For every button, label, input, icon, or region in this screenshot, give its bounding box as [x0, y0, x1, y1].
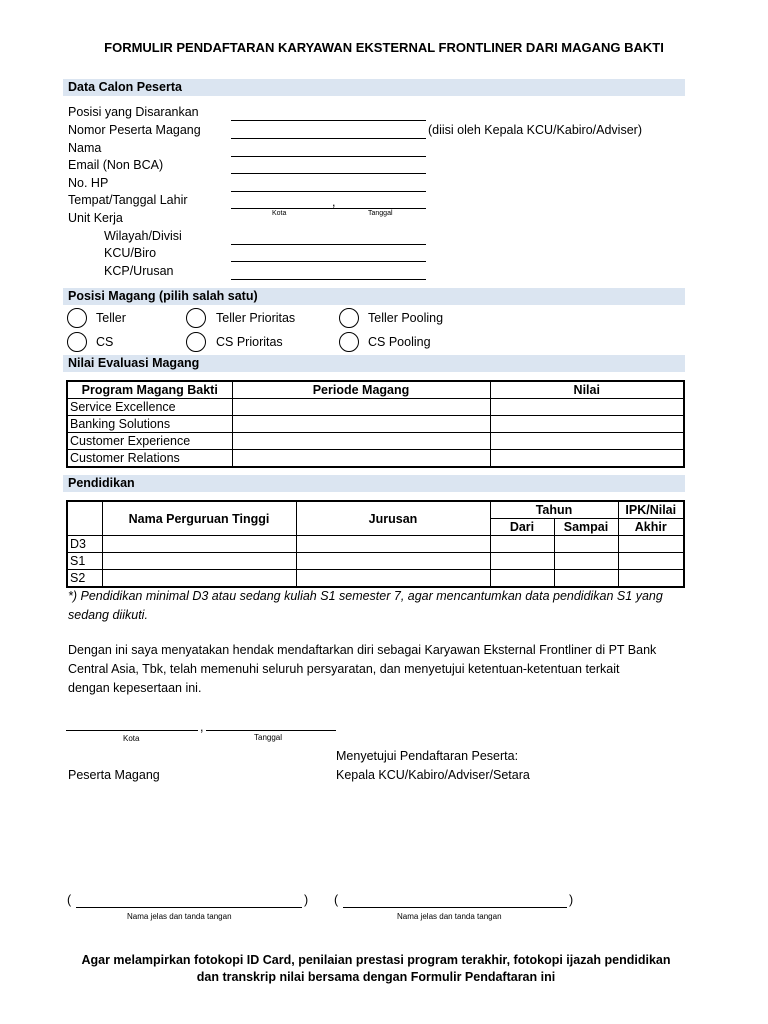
input-email[interactable]	[231, 173, 426, 174]
nilai-cell-nilai[interactable]	[490, 433, 684, 450]
pendidikan-cell[interactable]	[490, 570, 554, 588]
radio-teller-prioritas[interactable]	[186, 308, 206, 328]
pendidikan-cell[interactable]	[296, 553, 490, 570]
participant-sign-line[interactable]	[76, 907, 302, 908]
footer-line-1: Agar melampirkan fotokopi ID Card, penilaian prestasi program terakhir, fotokopi ijazah pendidikan	[81, 953, 671, 967]
table-row	[67, 553, 684, 570]
pendidikan-header-sampai: Sampai	[554, 519, 618, 536]
nilai-header-periode: Periode Magang	[232, 381, 490, 399]
statement-line-2: Central Asia, Tbk, telah memenuhi seluruh persyaratan, dan menyetujui ketentuan-ketentuan terkait	[68, 662, 620, 676]
option-teller: Teller	[96, 311, 126, 325]
participant-open-paren: (	[67, 893, 72, 907]
nomor-note: (diisi oleh Kepala KCU/Kabiro/Adviser)	[428, 123, 642, 137]
sign-caption-tanggal: Tanggal	[254, 733, 283, 742]
table-row	[67, 433, 684, 450]
note-line-2: sedang diikuti.	[68, 608, 148, 622]
nilai-cell-nilai[interactable]	[490, 399, 684, 416]
pendidikan-header-jurusan: Jurusan	[296, 501, 490, 536]
approver-close-paren: )	[569, 893, 574, 907]
statement-line-3: dengan kepesertaan ini.	[68, 681, 202, 695]
radio-teller-pooling[interactable]	[339, 308, 359, 328]
pendidikan-cell[interactable]	[618, 553, 684, 570]
label-posisi: Posisi yang Disarankan	[68, 105, 199, 119]
statement-line-1: Dengan ini saya menyatakan hendak mendaftarkan diri sebagai Karyawan Eksternal Frontliner di PT Bank	[68, 643, 657, 657]
label-wilayah: Wilayah/Divisi	[104, 229, 182, 243]
pendidikan-header-ipk1: IPK/Nilai	[618, 501, 684, 519]
input-wilayah[interactable]	[231, 244, 426, 245]
pendidikan-row-label: S2	[67, 570, 102, 588]
approver-open-paren: (	[334, 893, 339, 907]
pendidikan-table	[66, 500, 685, 588]
input-nama[interactable]	[231, 156, 426, 157]
note-line-1: *) Pendidikan minimal D3 atau sedang kuliah S1 semester 7, agar mencantumkan data pendidikan S1 yang	[68, 589, 663, 603]
pendidikan-header-tahun: Tahun	[490, 501, 618, 519]
label-nomor: Nomor Peserta Magang	[68, 123, 201, 137]
section-pendidikan: Pendidikan	[63, 475, 685, 492]
pendidikan-cell[interactable]	[102, 536, 296, 553]
form-title: FORMULIR PENDAFTARAN KARYAWAN EKSTERNAL FRONTLINER DARI MAGANG BAKTI	[104, 40, 664, 55]
pendidikan-cell[interactable]	[618, 570, 684, 588]
section-nilai: Nilai Evaluasi Magang	[63, 355, 685, 372]
input-nomor[interactable]	[231, 138, 426, 139]
pendidikan-row-label: D3	[67, 536, 102, 553]
caption-tanggal: Tanggal	[368, 210, 393, 217]
nilai-row-label: Banking Solutions	[67, 416, 232, 433]
pendidikan-header-dari: Dari	[490, 519, 554, 536]
nilai-row-label: Service Excellence	[67, 399, 232, 416]
table-row	[67, 416, 684, 433]
pendidikan-cell[interactable]	[554, 570, 618, 588]
pendidikan-cell[interactable]	[296, 536, 490, 553]
nilai-header-program: Program Magang Bakti	[67, 381, 232, 399]
caption-kota: Kota	[272, 210, 287, 217]
label-kcu: KCU/Biro	[104, 246, 157, 260]
option-cs-prioritas: CS Prioritas	[216, 335, 283, 349]
radio-cs-pooling[interactable]	[339, 332, 359, 352]
input-kcu[interactable]	[231, 261, 426, 262]
nilai-header-nilai: Nilai	[490, 381, 684, 399]
pendidikan-cell[interactable]	[490, 553, 554, 570]
nilai-cell-nilai[interactable]	[490, 450, 684, 468]
pendidikan-cell[interactable]	[554, 553, 618, 570]
input-kcp[interactable]	[231, 279, 426, 280]
approver-label: Kepala KCU/Kabiro/Adviser/Setara	[336, 768, 530, 782]
input-ttl[interactable]	[231, 208, 426, 209]
sign-date-line[interactable]	[206, 730, 336, 731]
pendidikan-row-label: S1	[67, 553, 102, 570]
label-kcp: KCP/Urusan	[104, 264, 174, 278]
approver-sign-line[interactable]	[343, 907, 567, 908]
pendidikan-cell[interactable]	[490, 536, 554, 553]
input-posisi[interactable]	[231, 120, 426, 121]
pendidikan-cell[interactable]	[102, 570, 296, 588]
pendidikan-header-jenjang	[67, 501, 102, 536]
option-cs-pooling: CS Pooling	[368, 335, 431, 349]
nilai-row-label: Customer Relations	[67, 450, 232, 468]
radio-cs[interactable]	[67, 332, 87, 352]
pendidikan-header-ipk2: Akhir	[618, 519, 684, 536]
table-row	[67, 399, 684, 416]
nilai-table	[66, 380, 685, 468]
pendidikan-cell[interactable]	[618, 536, 684, 553]
sign-caption-kota: Kota	[123, 734, 140, 743]
option-teller-prioritas: Teller Prioritas	[216, 311, 296, 325]
approver-caption: Nama jelas dan tanda tangan	[397, 912, 502, 921]
nilai-cell-periode[interactable]	[232, 416, 490, 433]
table-row	[67, 450, 684, 468]
label-ttl: Tempat/Tanggal Lahir	[68, 193, 188, 207]
pendidikan-cell[interactable]	[554, 536, 618, 553]
section-data-calon: Data Calon Peserta	[63, 79, 685, 96]
approve-label: Menyetujui Pendaftaran Peserta:	[336, 749, 519, 763]
nilai-cell-nilai[interactable]	[490, 416, 684, 433]
footer-line-2: dan transkrip nilai bersama dengan Formulir Pendaftaran ini	[196, 970, 556, 984]
participant-close-paren: )	[304, 893, 309, 907]
sign-city-line[interactable]	[66, 730, 198, 731]
pendidikan-cell[interactable]	[102, 553, 296, 570]
label-hp: No. HP	[68, 176, 109, 190]
nilai-cell-periode[interactable]	[232, 450, 490, 468]
participant-caption: Nama jelas dan tanda tangan	[127, 912, 232, 921]
ttl-comma: ,	[332, 195, 336, 209]
radio-cs-prioritas[interactable]	[186, 332, 206, 352]
pendidikan-header-nama: Nama Perguruan Tinggi	[102, 501, 296, 536]
table-row	[67, 536, 684, 553]
input-hp[interactable]	[231, 191, 426, 192]
nilai-cell-periode[interactable]	[232, 433, 490, 450]
sign-comma: ,	[200, 720, 204, 734]
radio-teller[interactable]	[67, 308, 87, 328]
nilai-row-label: Customer Experience	[67, 433, 232, 450]
pendidikan-cell[interactable]	[296, 570, 490, 588]
nilai-cell-periode[interactable]	[232, 399, 490, 416]
section-posisi: Posisi Magang (pilih salah satu)	[63, 288, 685, 305]
table-row	[67, 570, 684, 588]
option-cs: CS	[96, 335, 114, 349]
participant-label: Peserta Magang	[68, 768, 160, 782]
label-nama: Nama	[68, 141, 102, 155]
label-unit: Unit Kerja	[68, 211, 123, 225]
label-email: Email (Non BCA)	[68, 158, 164, 172]
option-teller-pooling: Teller Pooling	[368, 311, 444, 325]
